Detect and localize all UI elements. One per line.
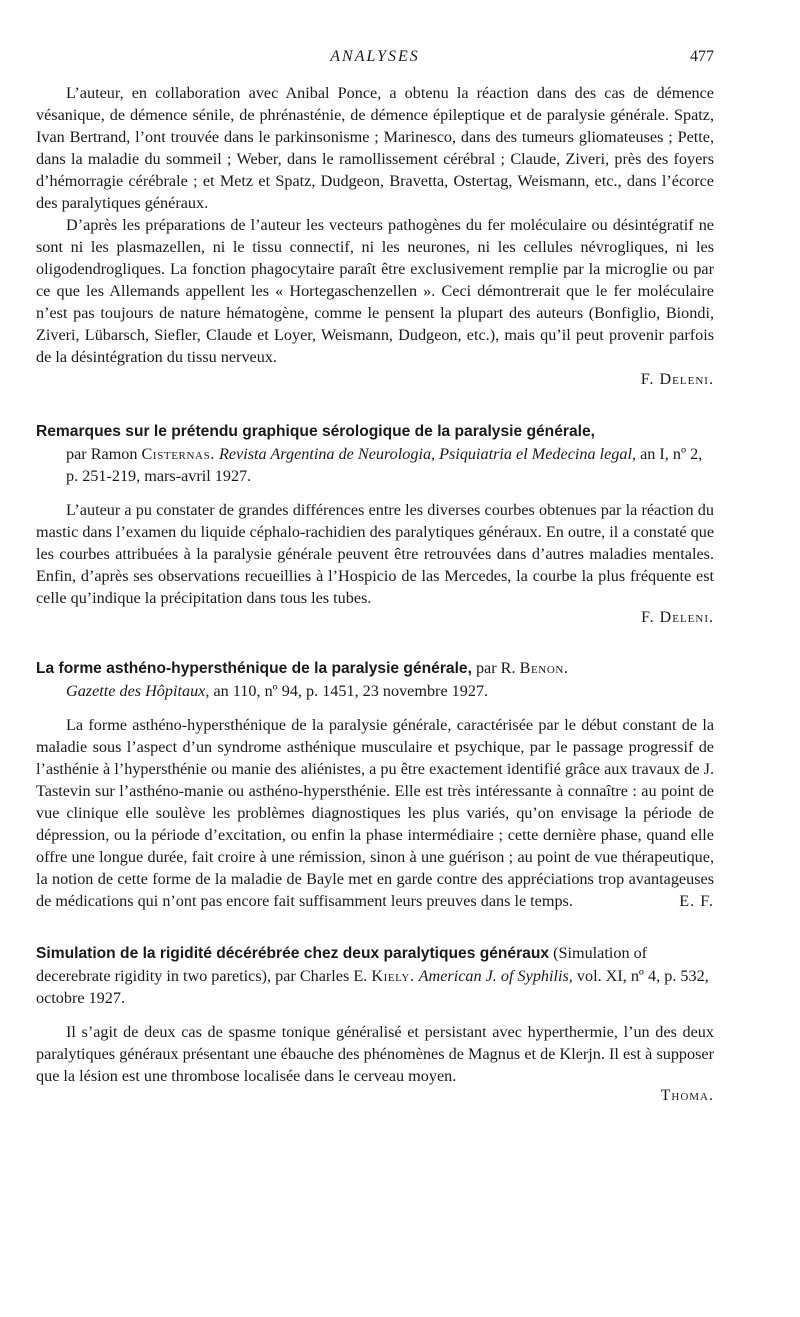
review-forme-astheno: [36, 657, 714, 912]
review-forme-astheno-body-text: La forme asthéno-hypersthénique de la paralysie générale, caractérisée par le début constant de la maladie sous l’aspect d’un syndrome asthénique musculaire et psychique, par le passage progressif de l’asthénie à l’hypersthénie ou manie des aliénistes, a pu être exactement identifié grâce aux travaux de J. Tastevin sur l’asthéno-manie ou asthéno-hypersthénie. Elle est très intéressante à connaître : au point de vue clinique elle soulève les problèmes diagnostiques les plus variés, qu’on envisage la période de dépression, ou la période d’excitation, ou enfin la phase intermédiaire ; cette dernière phase, quand elle offre une longue durée, fait croire à une rémission, sinon à une guérison ; au point de vue thérapeutique, la notion de cette forme de la maladie de Bayle met en garde contre des appréciations trop avantageuses de médications qui n’ont pas encore fait suffisamment leurs preuves dans le temps.: [36, 716, 714, 910]
review-forme-astheno-heading: La forme asthéno-hypersthénique de la paralysie générale,: [36, 660, 472, 677]
intro-signature: F. Deleni.: [640, 370, 714, 388]
intro-paragraph-2: [36, 214, 714, 368]
review-forme-astheno-body: [36, 714, 714, 912]
review-remarques-citation: an I, nº 2, p. 251-219, mars-avril 1927.: [66, 445, 703, 485]
intro-text: [36, 82, 714, 390]
review-forme-astheno-signature: E. F.: [679, 892, 714, 910]
review-simulation-citation: vol. XI, nº 4, p. 532, octobre 1927.: [36, 967, 709, 1007]
review-simulation-body: Il s’agit de deux cas de spasme tonique généralisé et persistant avec hyperthermie, l’un des deux paralytiques généraux présentant une ébauche des phénomènes de Magnus et de Klerjn. Il est à supposer que la lésion est une thrombose localisée dans le cerveau moyen.: [36, 1023, 714, 1085]
review-remarques: [36, 420, 714, 627]
intro-paragraph-2-text: D’après les préparations de l’auteur les vecteurs pathogènes du fer moléculaire ou désintégratif ne sont ni les plasmazellen, ni le tissu connectif, ni les neurones, ni les cellules névrogliques, ni les oligodendrogliques. La fonction phagocytaire paraît être exclusivement remplie par la microglie ou par ce que les Allemands appellent les « Hortegaschenzellen ». Ceci démontrerait que le fer moléculaire n’est pas toujours de nature hématogène, comme le pensent la plupart des auteurs (Bonfiglio, Biondi, Ziveri, Lübarsch, Siefler, Claude et Loyer, Weismann, Dudgeon, etc.), mais qu’il peut provenir parfois de la désintégration du tissu nerveux.: [36, 216, 714, 366]
review-remarques-signature: F. Deleni.: [641, 609, 714, 626]
review-remarques-journal: Revista Argentina de Neurologia, Psiquiatria el Medecina legal,: [218, 445, 637, 463]
review-simulation-journal: American J. of Syphilis,: [418, 967, 573, 985]
review-forme-astheno-author: Benon.: [519, 659, 569, 677]
review-remarques-source: [36, 443, 714, 487]
page-number: 477: [690, 48, 714, 65]
review-remarques-author: Cisternas.: [141, 445, 215, 463]
review-remarques-body: L’auteur a pu constater de grandes différences entre les diverses courbes obtenues par la réaction du mastic dans l’examen du liquide céphalo-rachidien des paralytiques généraux. En outre, il a constaté que les courbes attribuées à la paralysie générale peuvent être retrouvées dans d’autres maladies mentales. Enfin, d’après ses observations recueillies à l’Hospicio de las Mercedes, la courbe la plus fréquente est celle qu’indique la précipitation dans tous les tubes.: [36, 501, 714, 607]
review-forme-astheno-citation: an 110, nº 94, p. 1451, 23 novembre 1927.: [213, 682, 489, 700]
review-forme-astheno-journal: Gazette des Hôpitaux,: [66, 682, 210, 700]
review-forme-astheno-title: [36, 657, 714, 702]
review-forme-astheno-source: [36, 680, 714, 702]
review-simulation-title-rest: (Simulation of decerebrate rigidity in two paretics), par Charles E.: [36, 944, 648, 985]
running-title: ANALYSES: [330, 48, 420, 65]
review-remarques-title: [36, 420, 714, 487]
review-forme-astheno-author-prefix: par R.: [475, 659, 516, 677]
review-simulation-title: [36, 942, 714, 1009]
review-simulation-signature: Thoma.: [660, 1087, 714, 1104]
review-simulation: [36, 942, 714, 1105]
page-header: [36, 48, 714, 82]
review-simulation-author: Kiely.: [371, 967, 415, 985]
review-remarques-author-prefix: par Ramon: [66, 445, 138, 463]
review-remarques-heading: Remarques sur le prétendu graphique sérologique de la paralysie générale,: [36, 423, 595, 440]
intro-paragraph-1: L’auteur, en collaboration avec Anibal Ponce, a obtenu la réaction dans des cas de démence vésanique, de démence sénile, de phrénasténie, de démence épileptique et de paralysie générale. Spatz, Ivan Bertrand, l’ont trouvée dans le parkinsonisme ; Marinesco, dans des tumeurs gliomateuses ; Pette, dans la maladie du sommeil ; Weber, dans le ramollissement cérébral ; Claude, Ziveri, près des foyers d’hémorragie cérébrale ; et Metz et Spatz, Dudgeon, Bravetta, Ostertag, Weismann, etc., dans l’écorce des paralytiques généraux.: [36, 84, 714, 212]
review-simulation-heading: Simulation de la rigidité décérébrée chez deux paralytiques généraux: [36, 945, 550, 962]
